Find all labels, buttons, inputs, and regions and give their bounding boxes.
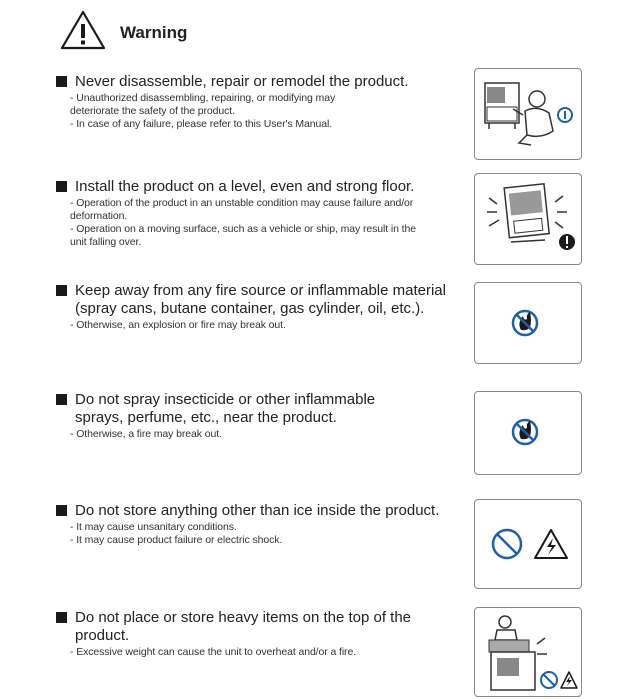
no-fire-icon [475,392,581,474]
item-sub: - Otherwise, a fire may break out. [70,428,222,440]
item-heading: Do not place or store heavy items on the top of the product. [75,609,412,644]
item-sub: - It may cause unsanitary conditions. [70,521,237,533]
item-sub: - It may cause product failure or electric shock. [70,534,283,546]
warning-header [60,10,187,50]
bullet-square [56,505,67,516]
bullet-square [56,612,67,623]
warning-item-insecticide [56,391,456,441]
warning-item-heavy-items [56,609,456,659]
item-heading: Do not spray insecticide or other inflammable sprays, perfume, etc., near the product. [75,391,376,426]
warning-item-fire-source [56,282,456,332]
illustration-box-level-floor [474,173,582,265]
item-heading: Do not store anything other than ice inside the product. [75,502,440,519]
bullet-square [56,285,67,296]
item-sub: - Operation of the product in an unstable condition may cause failure and/or deformation. [70,197,414,222]
warning-triangle-icon [60,10,106,50]
no-fire-icon [475,283,581,363]
unstable-machine-icon [475,174,581,264]
prohibited-and-electric-shock-icon [475,500,581,588]
item-sub: - Otherwise, an explosion or fire may break out. [70,319,286,331]
person-disassembling-icon [475,69,581,159]
heavy-items-on-machine-icon [475,608,581,696]
bullet-square [56,181,67,192]
item-sub: - In case of any failure, please refer to this User's Manual. [70,118,333,130]
warning-item-disassemble [56,73,456,131]
item-heading: Keep away from any fire source or inflammable material (spray cans, butane container, gas cylinder, oil, etc.). [75,282,446,317]
bullet-square [56,76,67,87]
item-sub: - Operation on a moving surface, such as a vehicle or ship, may result in the unit falling over. [70,223,416,248]
illustration-box-heavy-items [474,607,582,697]
illustration-box-ice-only [474,499,582,589]
warning-item-ice-only [56,502,456,547]
item-heading: Install the product on a level, even and strong floor. [75,178,415,195]
illustration-box-insecticide [474,391,582,475]
item-sub: - Unauthorized disassembling, repairing, or modifying may deteriorate the safety of the product. [70,92,336,117]
bullet-square [56,394,67,405]
item-sub: - Excessive weight can cause the unit to overheat and/or a fire. [70,646,357,658]
item-heading: Never disassemble, repair or remodel the product. [75,73,409,90]
illustration-box-fire-source [474,282,582,364]
warning-item-level-floor [56,178,456,249]
page-title: Warning [120,23,188,42]
illustration-box-disassemble [474,68,582,160]
